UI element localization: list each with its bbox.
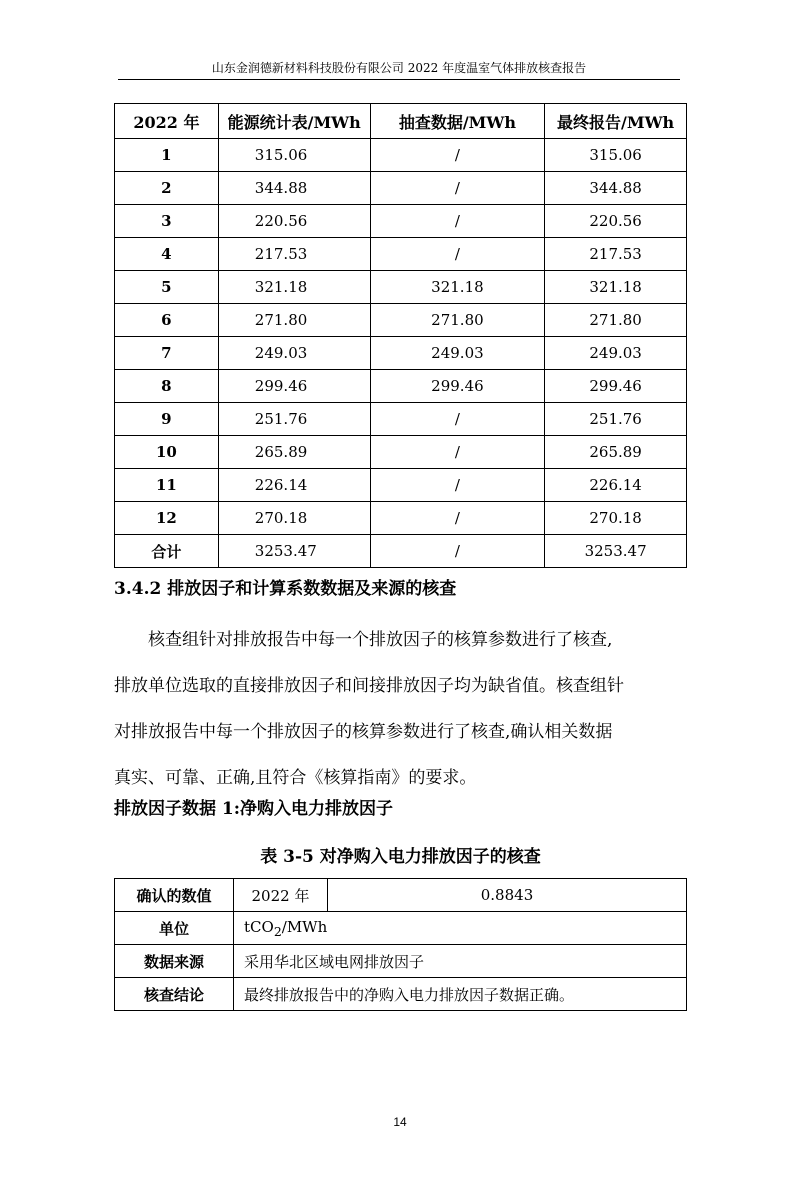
table-header-row xyxy=(115,104,687,139)
energy-stats-cell: 321.18 xyxy=(218,271,370,304)
sampled-data-cell: / xyxy=(370,436,545,469)
final-report-total-cell: 3253.47 xyxy=(545,535,687,568)
column-header-sampled-data: 抽查数据/MWh xyxy=(370,104,545,139)
month-cell: 9 xyxy=(115,403,219,436)
month-cell: 11 xyxy=(115,469,219,502)
unit-suffix: /MWh xyxy=(281,917,328,936)
final-report-cell: 299.46 xyxy=(545,370,687,403)
final-report-cell: 315.06 xyxy=(545,139,687,172)
table-row xyxy=(115,403,687,436)
sampled-data-cell: / xyxy=(370,139,545,172)
energy-stats-cell: 270.18 xyxy=(218,502,370,535)
table-row xyxy=(115,370,687,403)
energy-stats-cell: 217.53 xyxy=(218,238,370,271)
sampled-data-cell: / xyxy=(370,205,545,238)
table-row xyxy=(115,978,687,1011)
energy-stats-cell: 344.88 xyxy=(218,172,370,205)
table-row xyxy=(115,304,687,337)
month-cell: 6 xyxy=(115,304,219,337)
month-cell: 10 xyxy=(115,436,219,469)
final-report-cell: 217.53 xyxy=(545,238,687,271)
table-caption: 表 3-5 对净购入电力排放因子的核查 xyxy=(260,847,541,867)
section-heading: 3.4.2 排放因子和计算系数数据及来源的核查 xyxy=(114,579,457,599)
unit-prefix: tCO xyxy=(244,917,274,936)
sampled-data-cell: / xyxy=(370,172,545,205)
month-cell: 7 xyxy=(115,337,219,370)
sampled-data-cell: 321.18 xyxy=(370,271,545,304)
final-report-cell: 226.14 xyxy=(545,469,687,502)
sampled-data-cell: / xyxy=(370,238,545,271)
total-label-cell: 合计 xyxy=(115,535,219,568)
sampled-data-cell: 271.80 xyxy=(370,304,545,337)
table-row xyxy=(115,502,687,535)
emission-factor-subheading: 排放因子数据 1:净购入电力排放因子 xyxy=(114,799,394,819)
table-row xyxy=(115,337,687,370)
sampled-data-cell: 299.46 xyxy=(370,370,545,403)
month-cell: 8 xyxy=(115,370,219,403)
energy-stats-cell: 226.14 xyxy=(218,469,370,502)
paragraph-line: 对排放报告中每一个排放因子的核算参数进行了核查,确认相关数据 xyxy=(114,722,613,742)
conclusion-value: 最终排放报告中的净购入电力排放因子数据正确。 xyxy=(234,978,687,1011)
column-header-energy-stats: 能源统计表/MWh xyxy=(218,104,370,139)
month-cell: 3 xyxy=(115,205,219,238)
paragraph-line: 真实、可靠、正确,且符合《核算指南》的要求。 xyxy=(114,768,477,788)
final-report-cell: 265.89 xyxy=(545,436,687,469)
sampled-data-cell: / xyxy=(370,469,545,502)
column-header-year: 2022 年 xyxy=(115,104,219,139)
table-row xyxy=(115,139,687,172)
final-report-cell: 321.18 xyxy=(545,271,687,304)
month-cell: 12 xyxy=(115,502,219,535)
header-rule xyxy=(118,79,680,80)
table-row xyxy=(115,238,687,271)
final-report-cell: 271.80 xyxy=(545,304,687,337)
final-report-cell: 270.18 xyxy=(545,502,687,535)
paragraph-line: 排放单位选取的直接排放因子和间接排放因子均为缺省值。核查组针 xyxy=(114,676,624,696)
energy-stats-cell: 271.80 xyxy=(218,304,370,337)
table-row xyxy=(115,205,687,238)
sampled-data-cell: / xyxy=(370,502,545,535)
column-header-final-report: 最终报告/MWh xyxy=(545,104,687,139)
confirmed-value-label: 确认的数值 xyxy=(115,879,234,912)
energy-stats-total-cell: 3253.47 xyxy=(218,535,370,568)
emission-factor-table xyxy=(114,878,687,1011)
energy-stats-cell: 249.03 xyxy=(218,337,370,370)
table-row xyxy=(115,469,687,502)
month-cell: 1 xyxy=(115,139,219,172)
table-total-row xyxy=(115,535,687,568)
monthly-electricity-table xyxy=(114,103,687,568)
table-row xyxy=(115,945,687,978)
table-row xyxy=(115,912,687,945)
table-row xyxy=(115,436,687,469)
body-paragraph xyxy=(114,617,689,801)
page-number: 14 xyxy=(393,1115,407,1129)
final-report-cell: 251.76 xyxy=(545,403,687,436)
table-row xyxy=(115,172,687,205)
final-report-cell: 220.56 xyxy=(545,205,687,238)
unit-label: 单位 xyxy=(115,912,234,945)
sampled-data-cell: / xyxy=(370,403,545,436)
month-cell: 2 xyxy=(115,172,219,205)
energy-stats-cell: 299.46 xyxy=(218,370,370,403)
energy-stats-cell: 315.06 xyxy=(218,139,370,172)
sampled-data-total-cell: / xyxy=(370,535,545,568)
data-source-label: 数据来源 xyxy=(115,945,234,978)
paragraph-line: 核查组针对排放报告中每一个排放因子的核算参数进行了核查, xyxy=(148,630,613,650)
energy-stats-cell: 220.56 xyxy=(218,205,370,238)
conclusion-label: 核查结论 xyxy=(115,978,234,1011)
year-cell: 2022 年 xyxy=(234,879,328,912)
table-row xyxy=(115,271,687,304)
month-cell: 4 xyxy=(115,238,219,271)
factor-value-cell: 0.8843 xyxy=(328,879,687,912)
page-header: 山东金润德新材料科技股份有限公司 2022 年度温室气体排放核查报告 xyxy=(211,61,587,75)
unit-subscript: 2 xyxy=(273,923,282,939)
table-row xyxy=(115,879,687,912)
unit-value-cell xyxy=(234,912,687,945)
final-report-cell: 249.03 xyxy=(545,337,687,370)
energy-stats-cell: 251.76 xyxy=(218,403,370,436)
data-source-value: 采用华北区域电网排放因子 xyxy=(234,945,687,978)
sampled-data-cell: 249.03 xyxy=(370,337,545,370)
energy-stats-cell: 265.89 xyxy=(218,436,370,469)
final-report-cell: 344.88 xyxy=(545,172,687,205)
month-cell: 5 xyxy=(115,271,219,304)
